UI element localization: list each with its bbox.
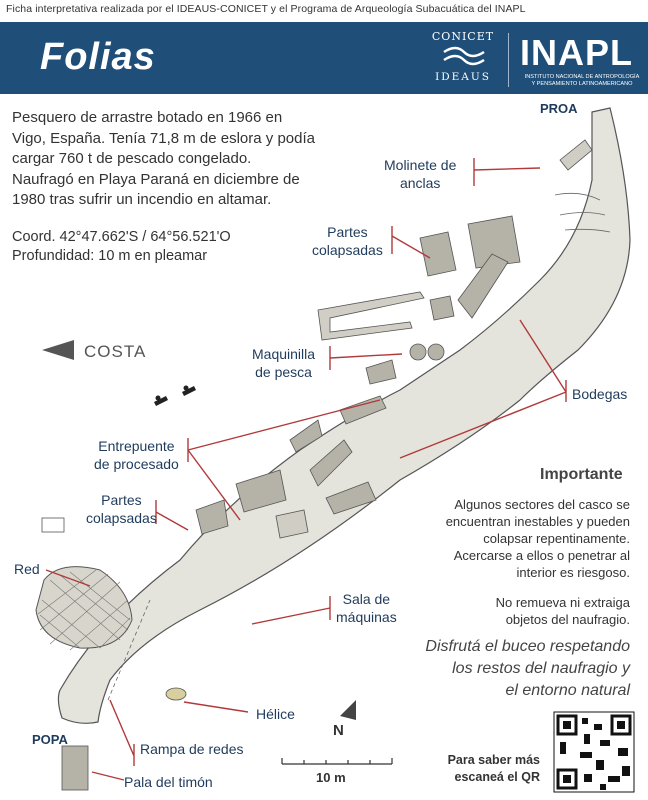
scale-bar [282, 758, 392, 764]
proa-label: PROA [540, 101, 578, 116]
conicet-name: CONICET [431, 30, 495, 43]
qr-caption: Para saber más escaneá el QR [447, 753, 540, 784]
costa-label: COSTA [84, 342, 147, 361]
entrepuente-label: Entrepuente de procesado [94, 438, 179, 472]
motto: Disfrutá el buceo respetando los restos del naufragio y el entorno natural [425, 638, 630, 699]
helice-label: Hélice [256, 706, 295, 722]
north-label: N [333, 722, 344, 739]
bodegas-label: Bodegas [572, 386, 628, 402]
important-warning: Algunos sectores del casco se encuentran inestables y pueden colapsar repentinamente. Acercarse a ellos o penetrar al interior es riesgoso. [445, 497, 630, 580]
credit-line: Ficha interpretativa realizada por el IDEAUS-CONICET y el Programa de Arqueología Subacuática del INAPL [6, 3, 526, 15]
scale-label: 10 m [316, 770, 346, 785]
partes-colapsadas-top-label: Partes colapsadas [312, 224, 383, 258]
qr-code [554, 712, 634, 792]
rampa-label: Rampa de redes [140, 741, 244, 757]
wreck-description: Pesquero de arrastre botado en 1966 en Vigo, España. Tenía 71,8 m de eslora y podía cargar 760 t de pescado congelado. Naufragó en Playa Paraná en diciembre de 1980 tras sufrir un incendio en altamar. [12, 109, 315, 208]
pala-timon-label: Pala del timón [124, 774, 213, 790]
molinete-label: Molinete de anclas [384, 157, 457, 191]
bow-detail [560, 140, 592, 170]
red-label: Red [14, 561, 40, 577]
rudder-blade [62, 746, 88, 790]
popa-label: POPA [32, 732, 68, 747]
collapsed-frame [318, 292, 424, 340]
collapsed-piece [366, 360, 396, 384]
north-arrow-icon [340, 700, 356, 720]
ideaus-name: IDEAUS [435, 71, 491, 83]
inapl-subtitle: INSTITUTO NACIONAL DE ANTROPOLOGÍA Y PENSAMIENTO LATINOAMERICANO [524, 74, 640, 87]
sala-maquinas-label: Sala de máquinas [336, 591, 397, 625]
divers-icon [154, 386, 196, 407]
important-title: Importante [540, 466, 623, 483]
maquinilla-label: Maquinilla de pesca [252, 346, 316, 380]
winch-drum [410, 344, 426, 360]
collapsed-piece [430, 296, 454, 320]
partes-colapsadas-left-label: Partes colapsadas [86, 492, 157, 526]
propeller [166, 688, 186, 700]
important-rule: No remueva ni extraiga objetos del naufragio. [495, 595, 630, 627]
depth: Profundidad: 10 m en pleamar [12, 248, 208, 264]
net-frame [42, 518, 64, 532]
winch-drum [428, 344, 444, 360]
collapsed-piece [420, 232, 456, 276]
inapl-logo: INAPL [520, 32, 633, 73]
page-title: Folias [40, 36, 156, 78]
coordinates: Coord. 42°47.662'S / 64°56.521'O [12, 229, 231, 245]
costa-arrow-icon [42, 340, 74, 360]
